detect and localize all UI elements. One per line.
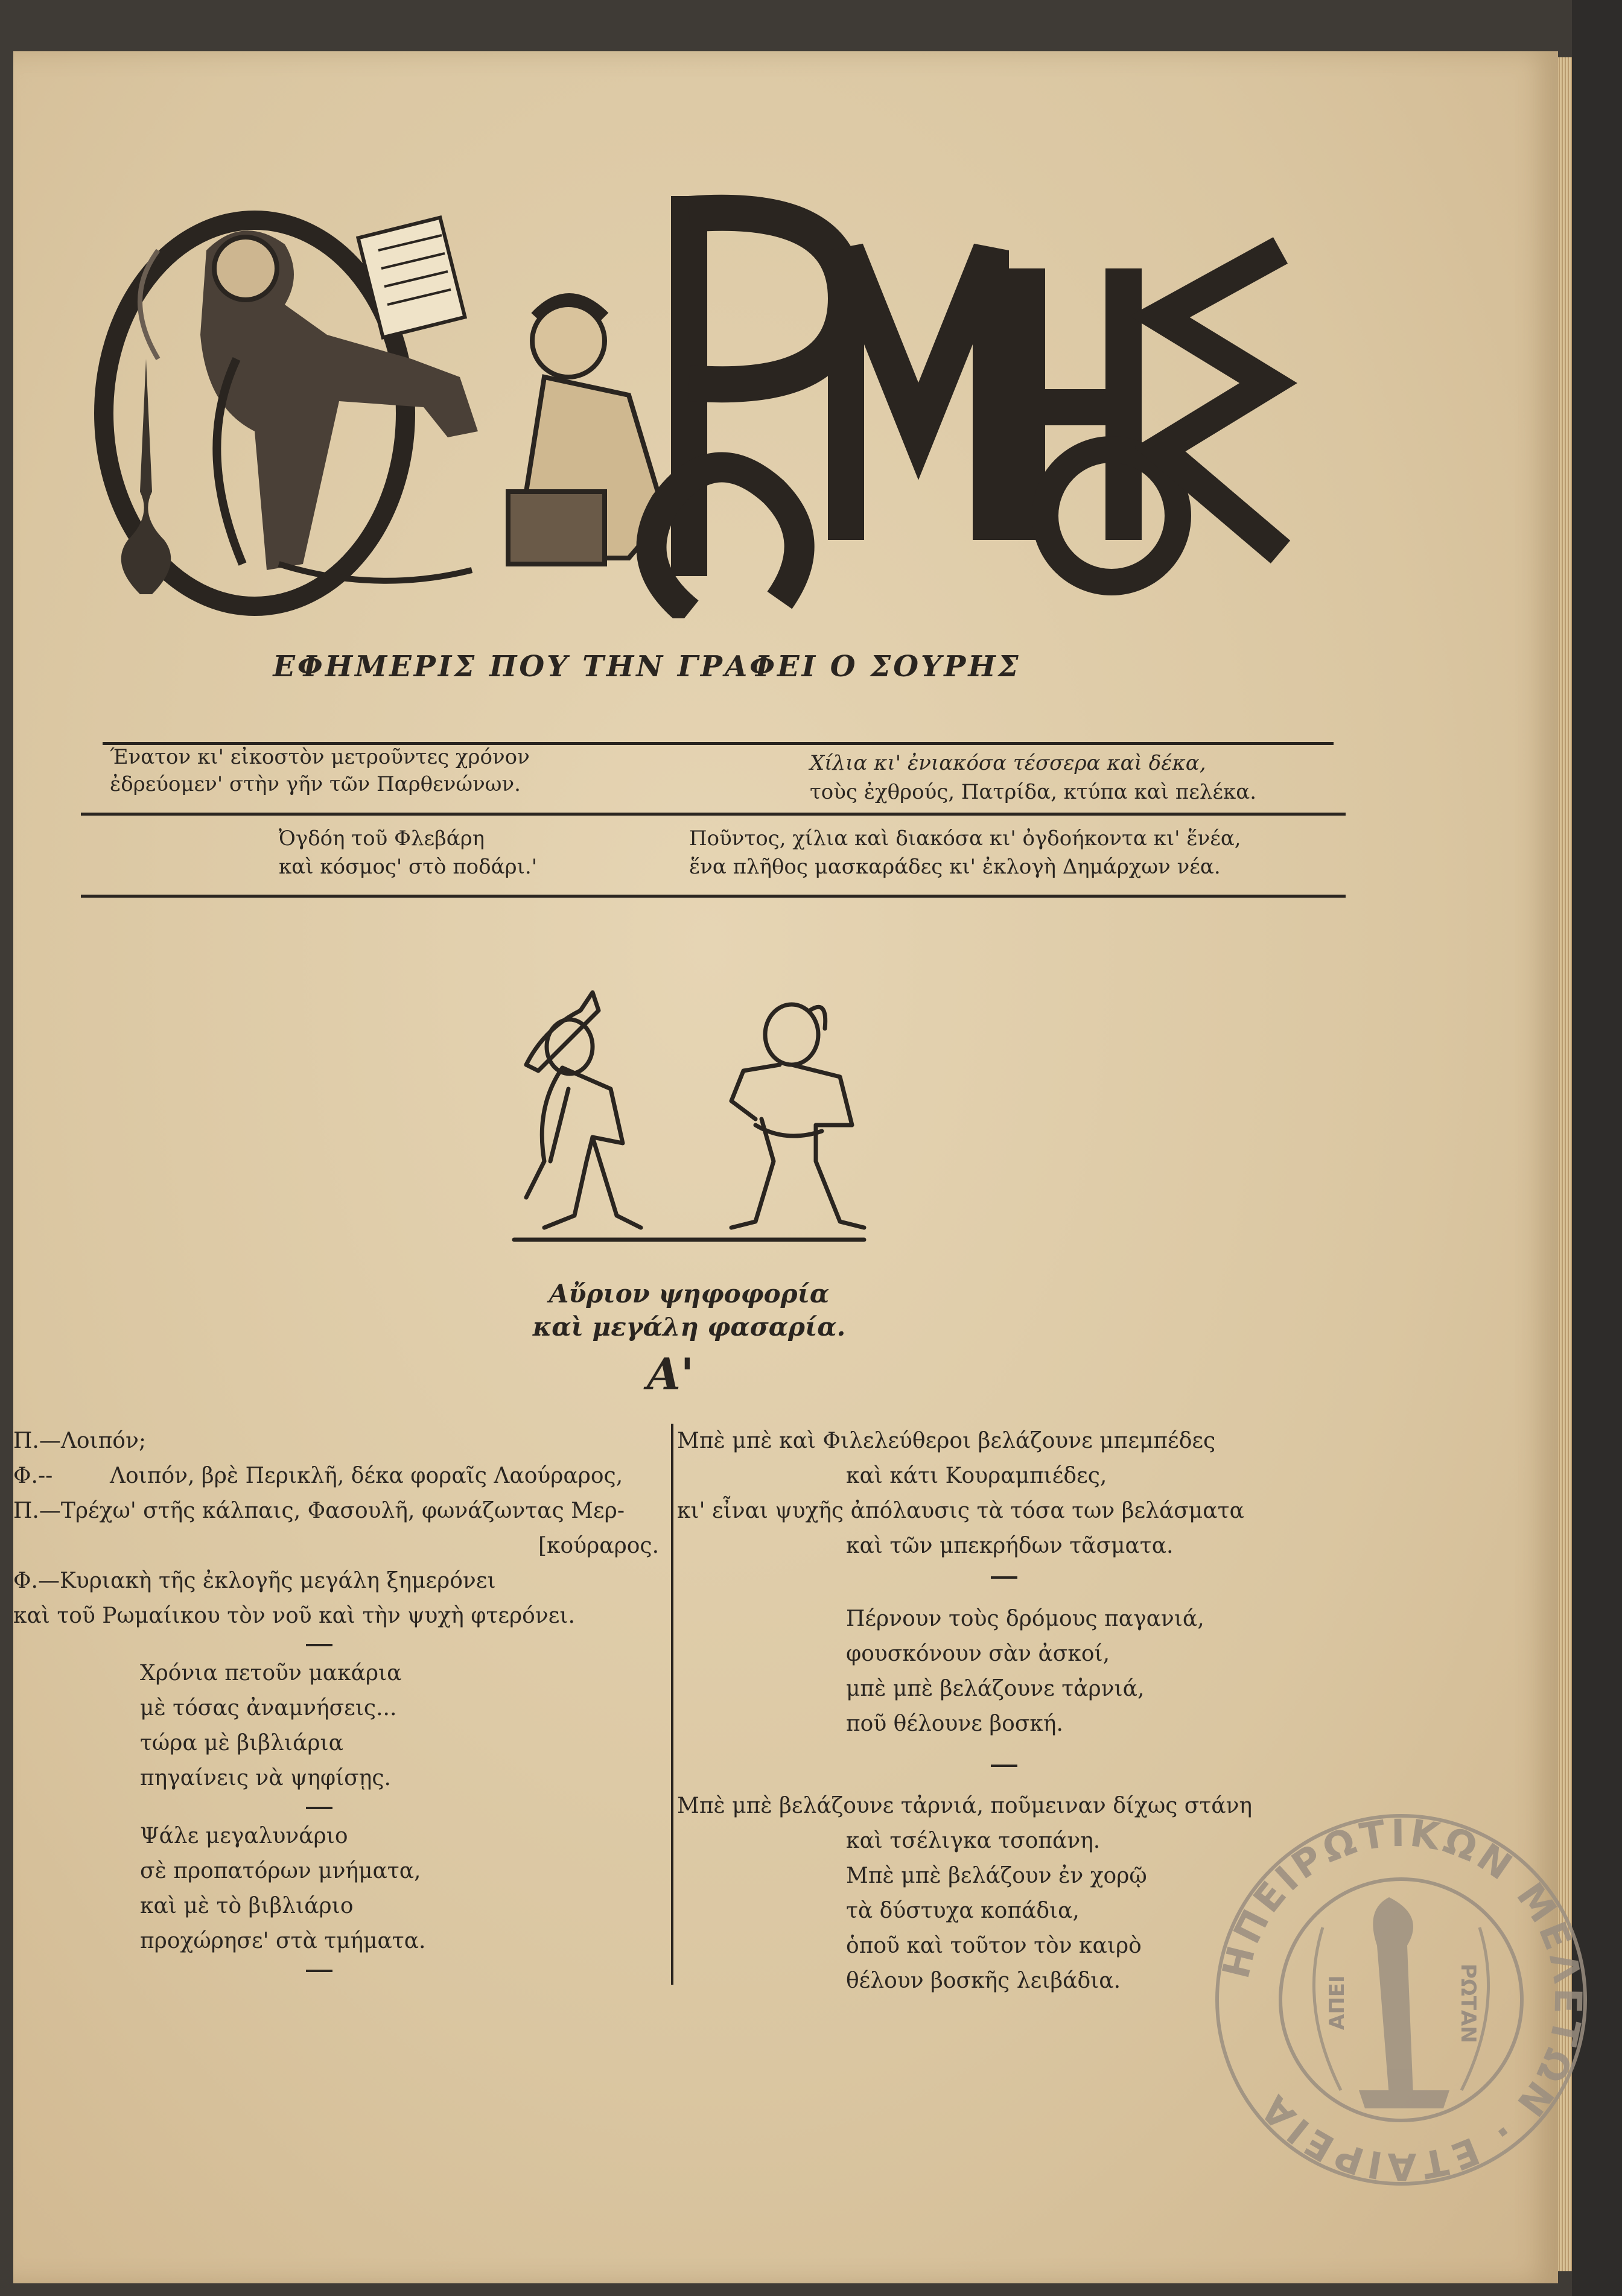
dialogue-line-3: Λοιπόν, βρὲ Περικλῆ, δέκα φοραῖς Λαούραρος,	[110, 1464, 623, 1488]
right-stanza3-line1: Μπὲ μπὲ βελάζουνε τἀρνιά, ποῦμειναν δίχως στάνη	[677, 1793, 1253, 1818]
library-stamp	[1208, 1807, 1594, 2193]
header-row2-right-line2: ἕνα πλῆθος μασκαράδες κι' ἐκλογὴ Δημάρχων νέα.	[689, 855, 1221, 879]
separator-dash	[306, 1970, 332, 1972]
newspaper-page	[13, 51, 1591, 2283]
dialogue-line-5: [κούραρος.	[538, 1533, 660, 1558]
left-stanza1-line1: Χρόνια πετοῦν μακάρια	[140, 1661, 402, 1686]
dialogue-line-7: καὶ τοῦ Ρωμαίικου τὸν νοῦ καὶ τὴν ψυχὴ φτερόνει.	[13, 1603, 575, 1628]
right-stanza3-line2: καὶ τσέλιγκα τσοπάνη.	[846, 1828, 1101, 1853]
right-stanza3-line4: τὰ δύστυχα κοπάδια,	[846, 1898, 1080, 1923]
separator-dash	[991, 1576, 1017, 1579]
column-divider	[671, 1424, 673, 1985]
right-stanza3-line6: θέλουν βοσκῆς λειβάδια.	[846, 1968, 1121, 1993]
right-stanza2-line2: φουσκόνουν σὰν ἀσκοί,	[846, 1641, 1110, 1666]
right-stanza2-line4: ποῦ θέλουνε βοσκή.	[846, 1711, 1063, 1736]
caption-line1: Αὔριον ψηφοφορία	[549, 1279, 830, 1308]
right-stanza1-line4: καὶ τῶν μπεκρήδων τᾶσματα.	[846, 1533, 1174, 1558]
right-stanza2-line3: μπὲ μπὲ βελάζουνε τἀρνιά,	[846, 1676, 1145, 1701]
separator-dash	[306, 1644, 332, 1646]
stamp-inner-left: ΑΠΕΙ	[1325, 1975, 1349, 2030]
right-stanza3-line5: ὁποῦ καὶ τοῦτον τὸν καιρὸ	[846, 1933, 1142, 1958]
left-stanza2-line1: Ψάλε μεγαλυνάριο	[140, 1824, 348, 1848]
header-left-line1: Ένατον κι' εἰκοστὸν μετροῦντες χρόνον	[110, 745, 530, 769]
stamp-inner-right: ΡΩΤΑΝ	[1456, 1964, 1480, 2043]
left-stanza2-line3: καὶ μὲ τὸ βιβλιάριο	[140, 1894, 354, 1918]
right-stanza1-line3: κι' εἶναι ψυχῆς ἀπόλαυσις τὰ τόσα των βελάσματα	[677, 1498, 1244, 1523]
stamp-ring-text: ΗΠΕΙΡΩΤΙΚΩΝ ΜΕΛΕΤΩΝ · ΕΤΑΙΡΕΙΑ	[1213, 1810, 1591, 2189]
header-rule-bottom	[81, 895, 1346, 898]
right-stanza1-line2: καὶ κάτι Κουραμπιέδες,	[846, 1464, 1107, 1488]
left-stanza1-line4: πηγαίνεις νὰ ψηφίσῃς.	[140, 1766, 391, 1790]
left-stanza1-line3: τώρα μὲ βιβλιάρια	[140, 1731, 343, 1755]
dialogue-line-2: Φ.--	[13, 1464, 53, 1488]
caption-line2: καὶ μεγάλη φασαρία.	[532, 1312, 846, 1342]
masthead-illustration	[86, 178, 1317, 618]
header-row2-left-line2: καὶ κόσμος' στὸ ποδάρι.'	[279, 855, 538, 879]
section-letter: Α'	[647, 1348, 694, 1400]
dialogue-line-4: Π.—Τρέχω' στῆς κάλπαις, Φασουλῆ, φωνάζωντας Μερ-	[13, 1498, 625, 1523]
left-stanza1-line2: μὲ τόσας ἀναμνήσεις...	[140, 1696, 397, 1720]
left-stanza2-line4: προχώρησε' στὰ τμήματα.	[140, 1929, 426, 1953]
header-rule-middle	[81, 813, 1346, 816]
dialogue-line-1: Π.—Λοιπόν;	[13, 1429, 146, 1453]
header-left-line2: ἐδρεύομεν' στὴν γῆν τῶν Παρθενώνων.	[110, 772, 521, 796]
right-stanza1-line1: Μπὲ μπὲ καὶ Φιλελεύθεροι βελάζουνε μπεμπέδες	[677, 1429, 1216, 1453]
masthead-subtitle: ΕΦΗΜΕΡΙΣ ΠΟΥ ΤΗΝ ΓΡΑΦΕΙ Ο ΣΟΥΡΗΣ	[273, 650, 1021, 683]
separator-dash	[306, 1807, 332, 1809]
cartoon-illustration	[502, 962, 876, 1252]
header-row2-left-line1: Ὀγδόη τοῦ Φλεβάρη	[279, 826, 485, 851]
right-stanza2-line1: Πέρνουν τοὺς δρόμους παγανιά,	[846, 1606, 1204, 1631]
header-right-line1: Χίλια κι' ἐνιακόσα τέσσερα καὶ δέκα,	[810, 751, 1206, 775]
left-stanza2-line2: σὲ προπατόρων μνήματα,	[140, 1859, 421, 1883]
separator-dash	[991, 1765, 1017, 1767]
header-row2-right-line1: Ποῦντος, χίλια καὶ διακόσα κι' ὀγδοήκοντα κι' ἕνέα,	[689, 826, 1241, 851]
dialogue-line-6: Φ.—Κυριακὴ τῆς ἐκλογῆς μεγάλη ξημερόνει	[13, 1568, 496, 1593]
right-stanza3-line3: Μπὲ μπὲ βελάζουν ἐν χορῷ	[846, 1863, 1147, 1888]
header-right-line2: τοὺς ἐχθρούς, Πατρίδα, κτύπα καὶ πελέκα.	[810, 780, 1257, 804]
